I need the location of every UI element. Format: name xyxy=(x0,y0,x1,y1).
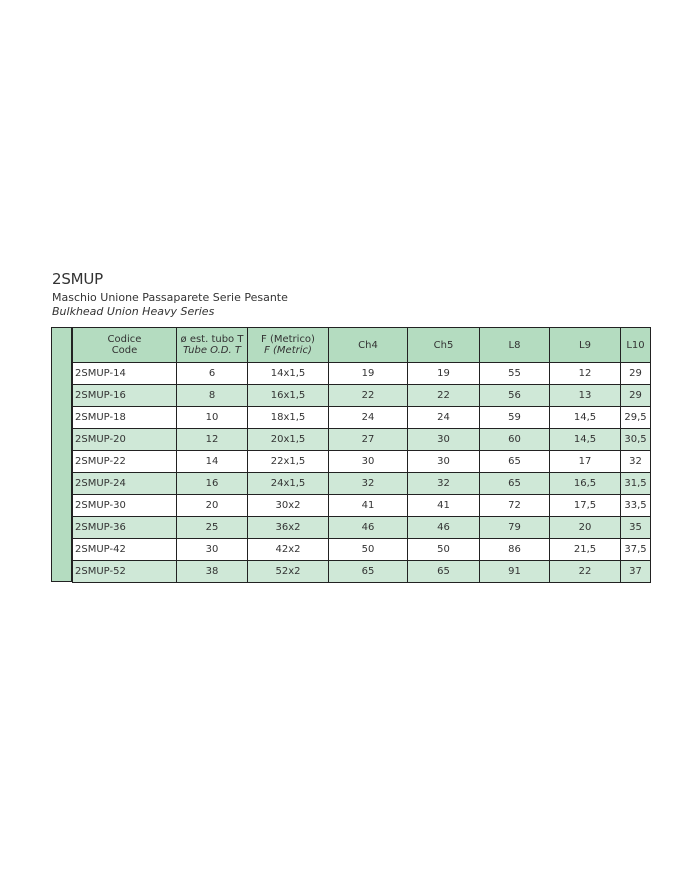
table-row xyxy=(73,363,651,385)
column-header-sublabel: Code xyxy=(111,345,138,356)
table-cell: 18x1,5 xyxy=(248,407,329,429)
table-cell: 16 xyxy=(177,473,248,495)
column-header xyxy=(480,328,550,363)
table-cell: 79 xyxy=(480,517,550,539)
table-cell: 37,5 xyxy=(621,539,651,561)
table-cell: 86 xyxy=(480,539,550,561)
table-cell: 20 xyxy=(550,517,621,539)
table-cell: 37 xyxy=(621,561,651,583)
product-code-title: 2SMUP xyxy=(52,270,104,288)
table-cell: 30 xyxy=(177,539,248,561)
column-header-label: Ch5 xyxy=(433,339,454,351)
table-body xyxy=(73,363,651,583)
column-header xyxy=(73,328,177,363)
table-cell: 59 xyxy=(480,407,550,429)
table-cell: 36x2 xyxy=(248,517,329,539)
column-header-label: Codice xyxy=(107,334,142,345)
table-cell: 32 xyxy=(621,451,651,473)
table-cell: 38 xyxy=(177,561,248,583)
table-cell: 29 xyxy=(621,363,651,385)
table-row xyxy=(73,407,651,429)
table-cell: 30 xyxy=(408,451,480,473)
table-cell: 8 xyxy=(177,385,248,407)
table-cell: 91 xyxy=(480,561,550,583)
table-row xyxy=(73,385,651,407)
table-row xyxy=(73,451,651,473)
table-cell: 21,5 xyxy=(550,539,621,561)
product-code-cell: 2SMUP-14 xyxy=(73,363,177,385)
table-cell: 30,5 xyxy=(621,429,651,451)
table-cell: 17,5 xyxy=(550,495,621,517)
subtitle-english: Bulkhead Union Heavy Series xyxy=(52,305,215,318)
table-cell: 16x1,5 xyxy=(248,385,329,407)
table-cell: 24x1,5 xyxy=(248,473,329,495)
column-header xyxy=(329,328,408,363)
subtitle-italian: Maschio Unione Passaparete Serie Pesante xyxy=(52,291,288,304)
table-cell: 29 xyxy=(621,385,651,407)
table-cell: 14 xyxy=(177,451,248,473)
table-cell: 55 xyxy=(480,363,550,385)
side-color-strip xyxy=(51,327,72,582)
product-code-cell: 2SMUP-16 xyxy=(73,385,177,407)
column-header-sublabel: Tube O.D. T xyxy=(183,345,241,356)
table-cell: 22x1,5 xyxy=(248,451,329,473)
table-cell: 41 xyxy=(408,495,480,517)
table-cell: 14,5 xyxy=(550,429,621,451)
table-cell: 56 xyxy=(480,385,550,407)
table-cell: 22 xyxy=(550,561,621,583)
table-row xyxy=(73,561,651,583)
product-code-cell: 2SMUP-20 xyxy=(73,429,177,451)
table-cell: 16,5 xyxy=(550,473,621,495)
table-cell: 20x1,5 xyxy=(248,429,329,451)
table-row xyxy=(73,473,651,495)
column-header xyxy=(550,328,621,363)
table-cell: 13 xyxy=(550,385,621,407)
spec-table xyxy=(72,327,651,583)
table-row xyxy=(73,517,651,539)
product-code-cell: 2SMUP-18 xyxy=(73,407,177,429)
table-cell: 10 xyxy=(177,407,248,429)
table-cell: 35 xyxy=(621,517,651,539)
product-code-cell: 2SMUP-52 xyxy=(73,561,177,583)
table-cell: 65 xyxy=(480,451,550,473)
table-cell: 33,5 xyxy=(621,495,651,517)
table-cell: 25 xyxy=(177,517,248,539)
table-cell: 12 xyxy=(177,429,248,451)
table-cell: 14,5 xyxy=(550,407,621,429)
table-cell: 14x1,5 xyxy=(248,363,329,385)
table-cell: 50 xyxy=(408,539,480,561)
product-code-cell: 2SMUP-22 xyxy=(73,451,177,473)
table-cell: 27 xyxy=(329,429,408,451)
table-cell: 65 xyxy=(329,561,408,583)
table-cell: 65 xyxy=(480,473,550,495)
column-header-sublabel: F (Metric) xyxy=(264,345,312,356)
column-header-label: F (Metrico) xyxy=(261,334,315,345)
table-cell: 19 xyxy=(408,363,480,385)
column-header xyxy=(248,328,329,363)
table-cell: 17 xyxy=(550,451,621,473)
table-cell: 22 xyxy=(408,385,480,407)
table-cell: 19 xyxy=(329,363,408,385)
column-header xyxy=(177,328,248,363)
table-cell: 30 xyxy=(329,451,408,473)
table-cell: 24 xyxy=(408,407,480,429)
product-code-cell: 2SMUP-24 xyxy=(73,473,177,495)
table-header-row xyxy=(73,328,651,363)
table-cell: 6 xyxy=(177,363,248,385)
column-header-label: L9 xyxy=(579,339,591,351)
table-cell: 41 xyxy=(329,495,408,517)
table-row xyxy=(73,495,651,517)
table-cell: 24 xyxy=(329,407,408,429)
table-cell: 72 xyxy=(480,495,550,517)
table-cell: 31,5 xyxy=(621,473,651,495)
table-cell: 30 xyxy=(408,429,480,451)
table-cell: 32 xyxy=(408,473,480,495)
column-header-label: L10 xyxy=(626,339,645,351)
table-cell: 46 xyxy=(408,517,480,539)
product-code-cell: 2SMUP-36 xyxy=(73,517,177,539)
table-cell: 50 xyxy=(329,539,408,561)
table-cell: 22 xyxy=(329,385,408,407)
table-cell: 30x2 xyxy=(248,495,329,517)
table-cell: 12 xyxy=(550,363,621,385)
column-header xyxy=(408,328,480,363)
column-header-label: Ch4 xyxy=(358,339,378,351)
table-cell: 29,5 xyxy=(621,407,651,429)
table-cell: 60 xyxy=(480,429,550,451)
table-cell: 46 xyxy=(329,517,408,539)
table-cell: 20 xyxy=(177,495,248,517)
column-header xyxy=(621,328,651,363)
table-cell: 32 xyxy=(329,473,408,495)
column-header-label: L8 xyxy=(508,339,521,351)
document-header xyxy=(52,270,288,319)
table-row xyxy=(73,429,651,451)
table-cell: 42x2 xyxy=(248,539,329,561)
table-cell: 65 xyxy=(408,561,480,583)
table-row xyxy=(73,539,651,561)
product-code-cell: 2SMUP-30 xyxy=(73,495,177,517)
column-header-label: ø est. tubo T xyxy=(180,334,244,345)
table-cell: 52x2 xyxy=(248,561,329,583)
product-code-cell: 2SMUP-42 xyxy=(73,539,177,561)
